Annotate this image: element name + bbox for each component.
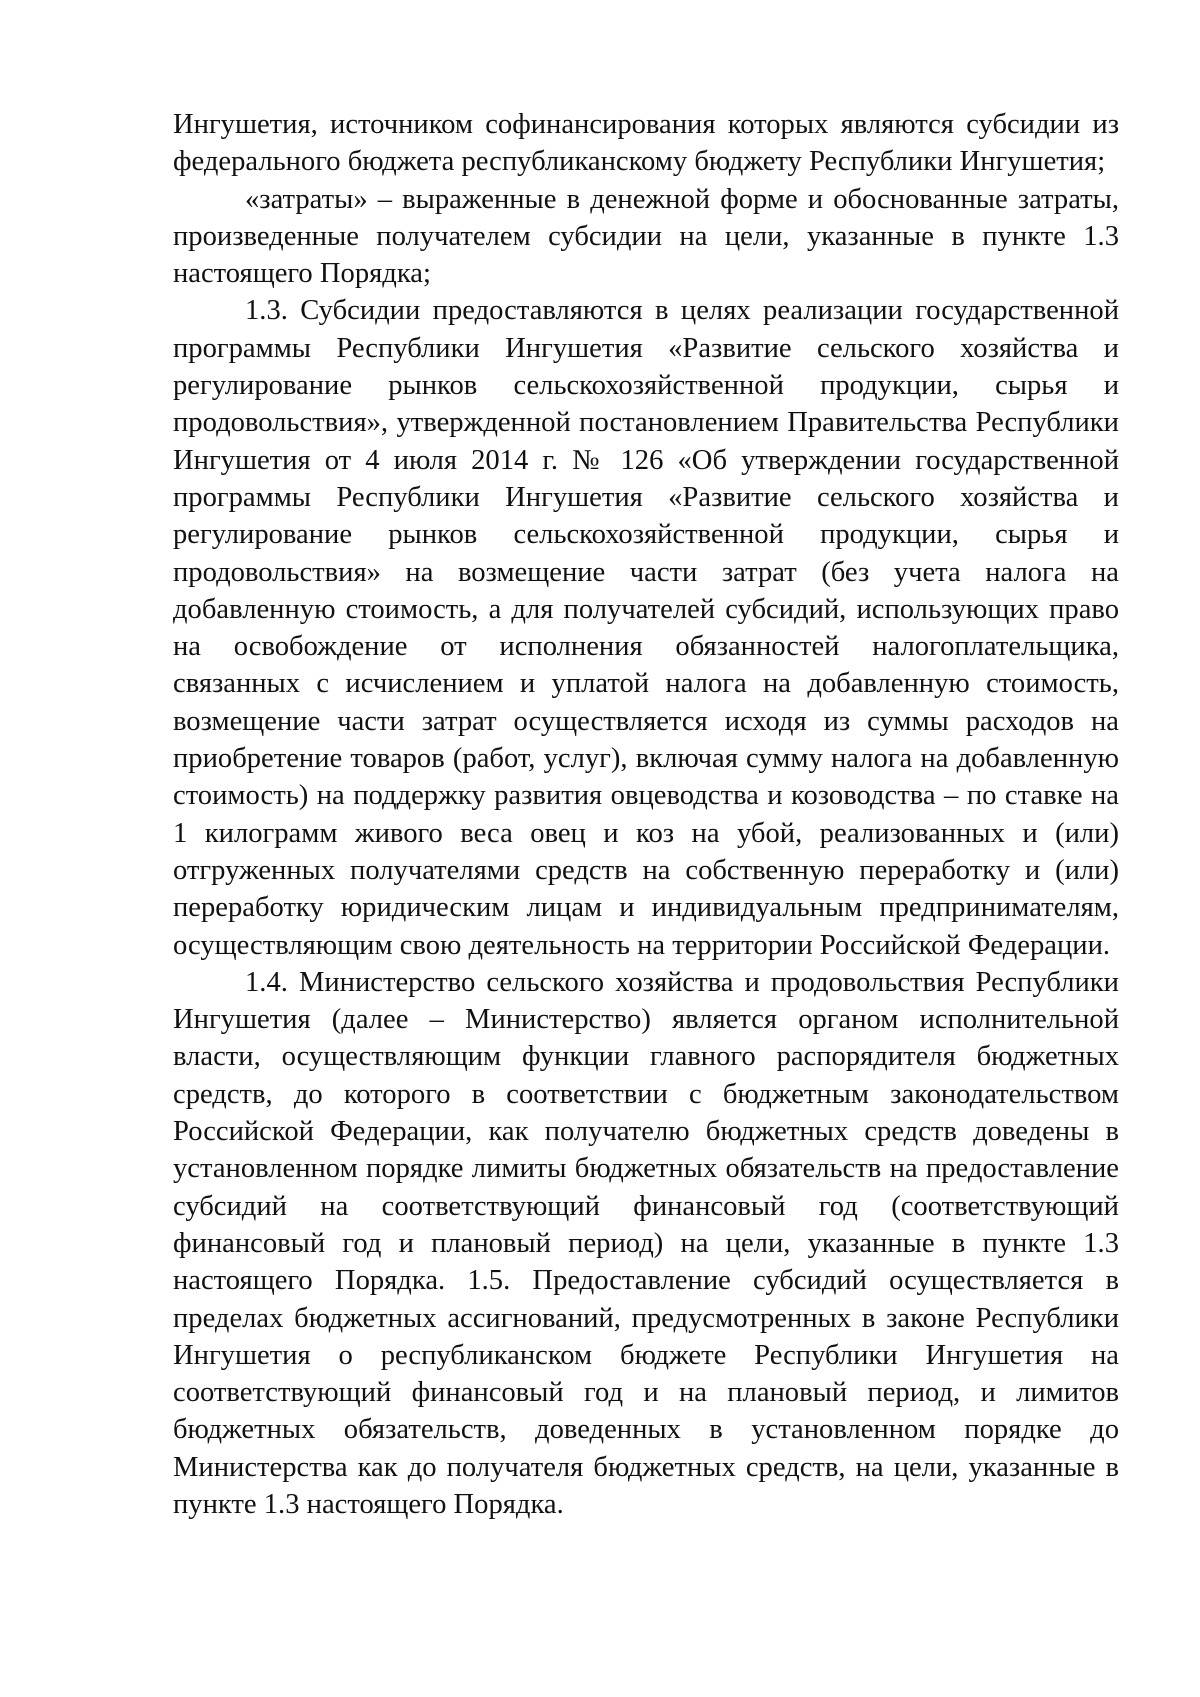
document-page	[173, 106, 1119, 1523]
paragraph-1-4: 1.4. Министерство сельского хозяйства и продовольствия Республики Ингушетия (далее – Министерство) является органом исполнительной власти, осуществляющим функции главного распорядителя бюджетных средств, до которого в соответствии с бюджетным законодательством Российской Федерации, как получателю бюджетных средств доведены в установленном порядке лимиты бюджетных обязательств на предоставление субсидий на соответствующий финансовый год (соответствующий финансовый год и плановый период) на цели, указанные в пункте 1.3 настоящего Порядка. 1.5. Предоставление субсидий осуществляется в пределах бюджетных ассигнований, предусмотренных в законе Республики Ингушетия о республиканском бюджете Республики Ингушетия на соответствующий финансовый год и на плановый период, и лимитов бюджетных обязательств, доведенных в установленном порядке до Министерства как до получателя бюджетных средств, на цели, указанные в пункте 1.3 настоящего Порядка.	[173, 966, 1119, 1520]
paragraph-costs-definition: «затраты» – выраженные в денежной форме и обоснованные затраты, произведенные получателем субсидии на цели, указанные в пункте 1.3 настоящего Порядка;	[173, 183, 1119, 290]
paragraph-continuation: Ингушетия, источником софинансирования которых являются субсидии из федерального бюджета республиканскому бюджету Республики Ингушетия;	[173, 109, 1119, 178]
paragraph-1-3: 1.3. Субсидии предоставляются в целях реализации государственной программы Республики Ингушетия «Развитие сельского хозяйства и регулирование рынков сельскохозяйственной продукции, сырья и продовольствия», утвержденной постановлением Правительства Республики Ингушетия от 4 июля 2014 г. № 126 «Об утверждении государственной программы Республики Ингушетия «Развитие сельского хозяйства и регулирование рынков сельскохозяйственной продукции, сырья и продовольствия» на возмещение части затрат (без учета налога на добавленную стоимость, а для получателей субсидий, использующих право на освобождение от исполнения обязанностей налогоплательщика, связанных с исчислением и уплатой налога на добавленную стоимость, возмещение части затрат осуществляется исходя из суммы расходов на приобретение товаров (работ, услуг), включая сумму налога на добавленную стоимость) на поддержку развития овцеводства и козоводства – по ставке на 1 килограмм живого веса овец и коз на убой, реализованных и (или) отгруженных получателями средств на собственную переработку и (или) переработку юридическим лицам и индивидуальным предпринимателям, осуществляющим свою деятельность на территории Российской Федерации.	[173, 295, 1119, 961]
